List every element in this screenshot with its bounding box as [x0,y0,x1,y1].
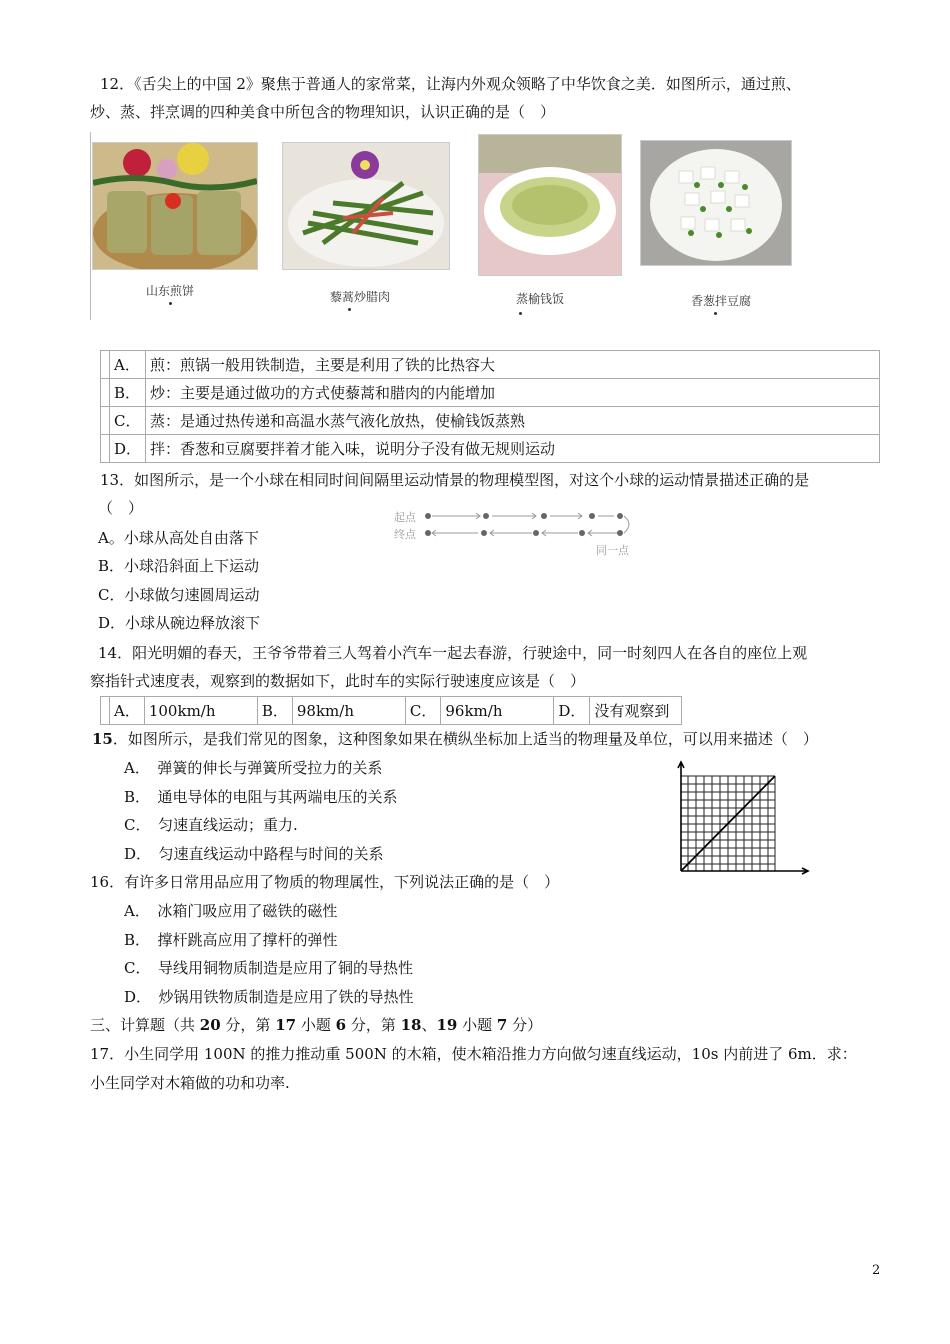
q14-option-a[interactable]: 100km/h [144,697,257,725]
q14-option-a-label[interactable]: A． [110,697,145,725]
q16-option-a[interactable]: A． 冰箱门吸应用了磁铁的磁性 [124,902,338,920]
shandong-pancake-photo [92,142,258,270]
q14-options-table [100,696,682,725]
diagram-same-point-label: 同一点 [596,544,629,557]
q12-options-table [100,350,880,463]
q16-option-b[interactable]: B． 撑杆跳高应用了撑杆的弹性 [124,931,338,949]
caption-scallion-tofu: 香葱拌豆腐 [690,294,751,308]
q14-stem-line2: 察指针式速度表，观察到的数据如下，此时车的实际行驶速度应该是（ ） [90,672,586,690]
artemisia-bacon-photo [282,142,450,270]
q16-stem: 16．有许多日常用品应用了物质的物理属性，下列说法正确的是（ ） [90,873,560,891]
q13-option-a[interactable]: A。小球从高处自由落下 [98,529,259,547]
q13-option-c[interactable]: C．小球做匀速圆周运动 [98,586,260,604]
q14-option-d-label[interactable]: D． [554,697,590,725]
diagram-start-label: 起点 [394,511,416,524]
scallion-tofu-photo [640,140,792,266]
q14-option-c[interactable]: 96km/h [441,697,554,725]
q12-option-a[interactable]: A． 煎：煎锅一般用铁制造，主要是利用了铁的比热容大 [101,351,880,379]
page-number: 2 [872,1263,881,1278]
q16-option-d[interactable]: D． 炒锅用铁物质制造是应用了铁的导热性 [124,988,414,1006]
q14-option-c-label[interactable]: C． [405,697,440,725]
q12-stem-line1: 12．《舌尖上的中国 2》聚焦于普通人的家常菜，让海内外观众领略了中华饮食之美．如图所示，通过煎、 [100,75,801,93]
q16-option-c[interactable]: C． 导线用铜物质制造是应用了铜的导热性 [124,959,413,977]
q15-option-b[interactable]: B． 通电导体的电阻与其两端电压的关系 [124,788,398,806]
q12-option-b[interactable]: B． 炒：主要是通过做功的方式使藜蒿和腊肉的内能增加 [101,379,880,407]
linear-graph [668,760,813,878]
q12-option-c[interactable]: C． 蒸：是通过热传递和高温水蒸气液化放热，使榆钱饭蒸熟 [101,407,880,435]
q17-stem-line2: 小生同学对木箱做的功和功率. [90,1074,290,1092]
food-photos [90,132,810,320]
q13-stem-line2: （ ） [98,499,144,517]
q14-option-b-label[interactable]: B． [257,697,292,725]
caption-artemisia-bacon: 藜蒿炒腊肉 [329,290,390,304]
q14-option-b[interactable]: 98km/h [292,697,405,725]
q12-option-d[interactable]: D． 拌：香葱和豆腐要拌着才能入味，说明分子没有做无规则运动 [101,435,880,463]
q13-option-d[interactable]: D．小球从碗边释放滚下 [98,614,261,632]
steamed-elm-rice-photo [478,134,622,276]
q14-option-d[interactable]: 没有观察到 [590,697,682,725]
caption-steamed-elm-rice: 蒸榆钱饭 [515,292,564,306]
q12-stem-line2: 炒、蒸、拌烹调的四种美食中所包含的物理知识，认识正确的是（ ） [90,103,556,121]
section-3-heading: 三、计算题（共 20 分，第 17 小题 6 分，第 18、19 小题 7 分） [90,1016,543,1034]
q15-option-a[interactable]: A． 弹簧的伸长与弹簧所受拉力的关系 [124,759,383,777]
q17-stem-line1: 17．小生同学用 100N 的推力推动重 500N 的木箱，使木箱沿推力方向做匀速直线运动，10s 内前进了 6m．求： [90,1045,857,1063]
diagram-end-label: 终点 [394,528,416,541]
q13-option-b[interactable]: B．小球沿斜面上下运动 [98,557,260,575]
q15-option-d[interactable]: D． 匀速直线运动中路程与时间的关系 [124,845,384,863]
q15-option-c[interactable]: C． 匀速直线运动；重力. [124,816,298,834]
q13-stem-line1: 13．如图所示，是一个小球在相同时间间隔里运动情景的物理模型图，对这个小球的运动情景描述正确的是 [100,471,810,489]
ball-motion-diagram [392,506,642,558]
q15-number: 15 [92,730,113,748]
q15-stem: 15．如图所示，是我们常见的图象，这种图象如果在横纵坐标加上适当的物理量及单位，可以用来描述（ ） [92,730,818,748]
caption-shandong-pancake: 山东煎饼 [145,284,194,298]
q14-stem-line1: 14．阳光明媚的春天，王爷爷带着三人驾着小汽车一起去春游，行驶途中，同一时刻四人在各自的座位上观 [98,644,808,662]
